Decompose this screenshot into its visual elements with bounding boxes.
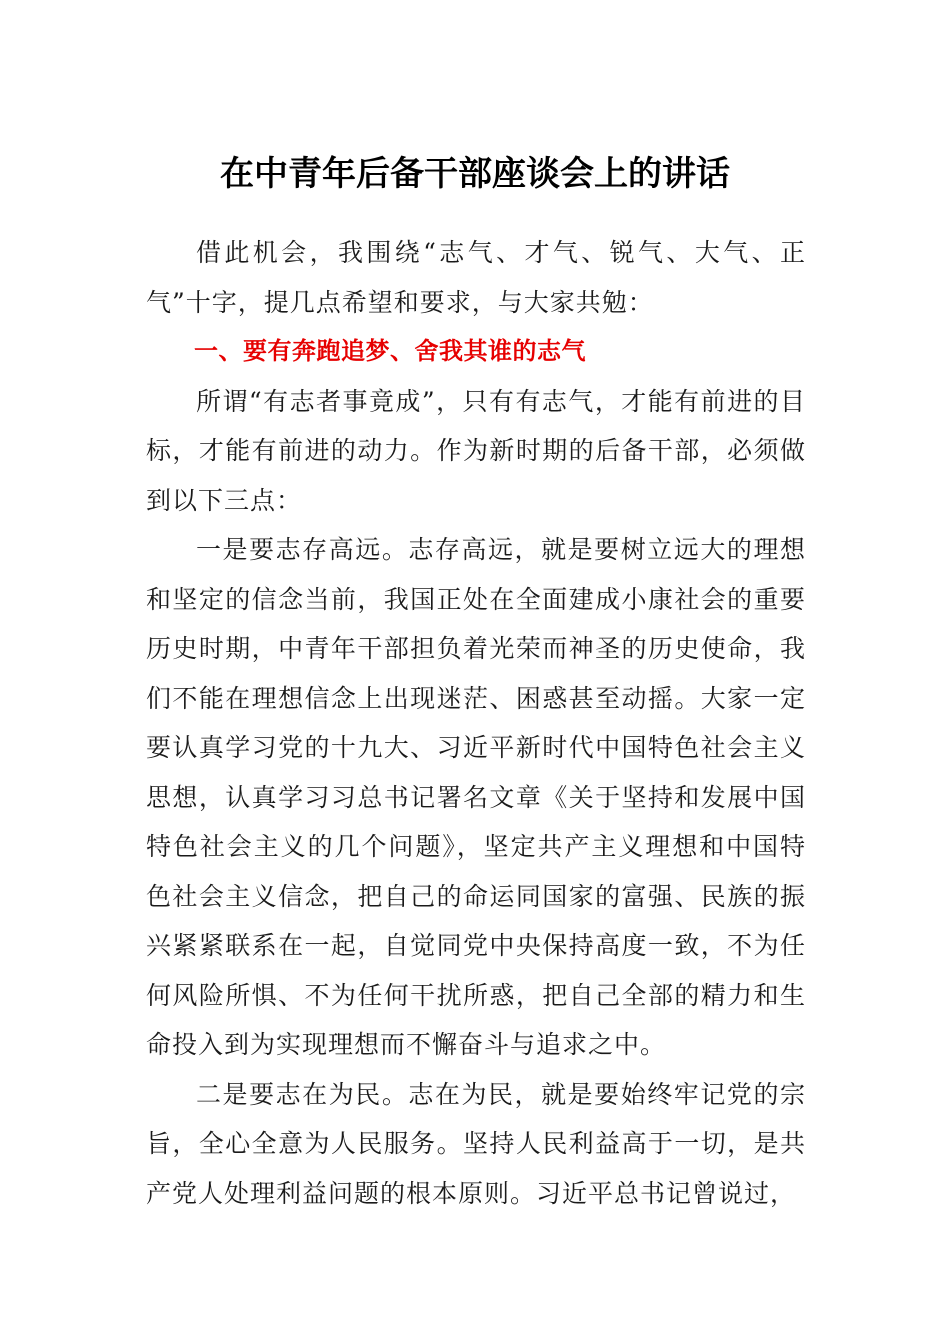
paragraph-3: 二是要志在为民。志在为民，就是要始终牢记党的宗旨，全心全意为人民服务。坚持人民利益高于一切，是共产党人处理利益问题的根本原则。习近平总书记曾说过， <box>146 1079 806 1208</box>
paragraph-2: 一是要志存高远。志存高远，就是要树立远大的理想和坚定的信念当前，我国正处在全面建成小康社会的重要历史时期，中青年干部担负着光荣而神圣的历史使命，我们不能在理想信念上出现迷茫、困惑甚至动摇。大家一定要认真学习党的十九大、习近平新时代中国特色社会主义思想，认真学习习总书记署名文章《关于坚持和发展中国特色社会主义的几个问题》，坚定共产主义理想和中国特色社会主义信念，把自己的命运同国家的富强、民族的振兴紧紧联系在一起，自觉同党中央保持高度一致，不为任何风险所惧、不为任何干扰所惑，把自己全部的精力和生命投入到为实现理想而不懈奋斗与追求之中。 <box>146 535 806 1059</box>
document-title: 在中青年后备干部座谈会上的讲话 <box>220 154 730 194</box>
paragraph-1: 所谓“有志者事竟成”，只有有志气，才能有前进的目标，才能有前进的动力。作为新时期的后备干部，必须做到以下三点： <box>146 386 806 515</box>
intro-paragraph: 借此机会，我围绕“志气、才气、锐气、大气、正气”十字，提几点希望和要求，与大家共勉： <box>146 238 806 317</box>
section-heading-1: 一、要有奔跑追梦、舍我其谁的志气 <box>194 337 586 365</box>
document-body <box>146 228 806 1218</box>
